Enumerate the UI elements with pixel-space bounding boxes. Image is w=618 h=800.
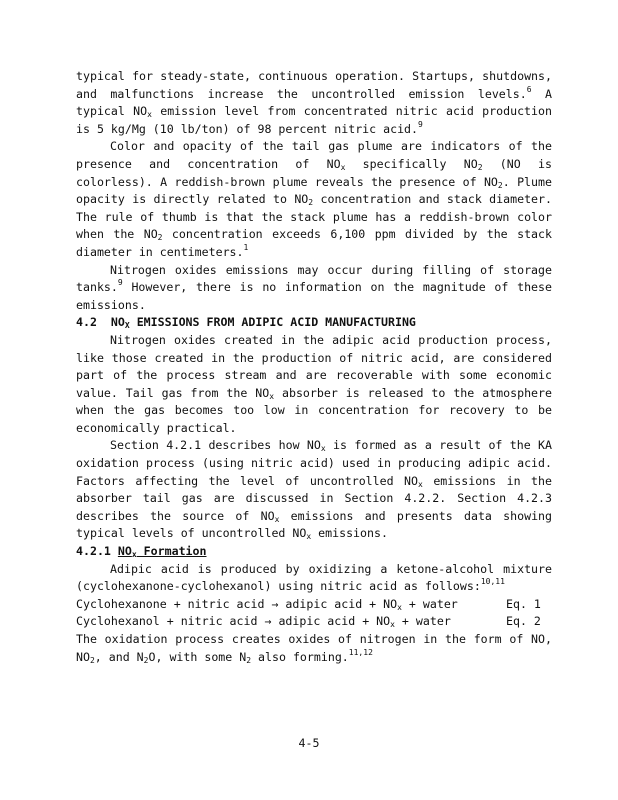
subscript: x	[397, 602, 402, 612]
section-heading-4-2	[76, 314, 552, 332]
paragraph-adipic-process	[76, 332, 552, 438]
section-heading-4-2-1	[76, 543, 552, 561]
subscript: x	[418, 479, 423, 489]
equation-products: adipic acid + NO	[278, 614, 391, 629]
equation-1	[76, 596, 552, 614]
document-body	[76, 68, 552, 666]
subscript: 2	[89, 655, 95, 665]
subscript: 2	[497, 180, 503, 190]
text: . Plume opacity is directly related to NO	[76, 174, 552, 207]
text: typical for steady-state, continuous operation. Startups, shutdowns, and malfunctions increase the uncontrolled emission levels.	[76, 69, 552, 101]
equation-reactants: Cyclohexanol + nitric acid	[76, 614, 258, 629]
text: Color and opacity of the tail gas plume are indicators of the presence and concentration of NO	[76, 139, 552, 171]
equation-products: adipic acid + NO	[285, 596, 398, 611]
reaction-arrow: →	[257, 614, 279, 629]
subscript: x	[320, 444, 326, 454]
text: emission level from concentrated nitric acid production is 5 kg/Mg (10 lb/ton) of 98 percent nitric acid.	[76, 104, 552, 136]
subscript: X	[124, 321, 130, 331]
reference-superscript: 11,12	[348, 647, 373, 657]
text: Adipic acid is produced by oxidizing a ketone-alcohol mixture (cyclohexanone-cyclohexanol) using nitric acid as follows:	[76, 561, 552, 594]
equation-expression	[76, 596, 458, 614]
reference-superscript: 6	[526, 84, 532, 94]
page-number: 4-5	[298, 736, 320, 750]
subscript: x	[147, 110, 152, 120]
reference-superscript: 9	[117, 278, 123, 288]
paragraph-storage-tanks	[76, 262, 552, 315]
text: A typical NO	[76, 86, 552, 119]
text: emissions and presents data showing typical levels of uncontrolled NO	[76, 508, 553, 541]
section-number: 4.2.1	[76, 544, 111, 559]
paragraph-emission-levels	[76, 68, 552, 138]
heading-text: EMISSIONS FROM ADIPIC ACID MANUFACTURING	[129, 315, 416, 330]
equation-products: + water	[394, 614, 451, 629]
text: is formed as a result of the KA oxidation process (using nitric acid) used in producing adipic acid. Factors affecting the level of uncontrolled NO	[76, 438, 552, 488]
reference-superscript: 1	[243, 242, 249, 252]
section-number: 4.2	[76, 315, 97, 330]
equation-reactants: Cyclohexanone + nitric acid	[76, 596, 265, 611]
text: The oxidation process creates oxides of nitrogen in the form of NO, NO	[76, 632, 552, 664]
text: emissions in the absorber tail gas are discussed in Section 4.2.2. Section 4.2.3 describes the source of NO	[76, 473, 552, 523]
subscript: x	[306, 532, 312, 542]
text: specifically NO	[345, 156, 478, 171]
subscript: x	[340, 162, 346, 172]
equation-expression	[76, 613, 451, 631]
equation-number: Eq. 1	[506, 596, 541, 611]
subscript: 2	[157, 233, 163, 243]
reference-superscript: 10,11	[480, 577, 505, 587]
subscript: 2	[143, 655, 149, 665]
text: Nitrogen oxides created in the adipic acid production process, like those created in the production of nitric acid, are considered part of the process stream and are recoverable with some economic value. Tail gas from the NO	[76, 332, 552, 400]
subscript: 2	[477, 162, 483, 172]
text: concentration exceeds 6,100 ppm divided by the stack diameter in centimeters.	[76, 227, 552, 259]
text: emissions.	[311, 526, 388, 541]
heading-text: NO	[110, 315, 125, 330]
reaction-arrow: →	[264, 596, 286, 611]
paragraph-oxidation-products	[76, 631, 552, 666]
subscript: 2	[246, 655, 252, 665]
equation-number: Eq. 2	[506, 614, 541, 629]
text: However, there is no information on the magnitude of these emissions.	[76, 280, 552, 312]
text: Nitrogen oxides emissions may occur during filling of storage tanks.	[76, 262, 552, 295]
subscript: x	[390, 620, 395, 630]
heading-text: NO	[117, 544, 132, 559]
text: Section 4.2.1 describes how NO	[110, 438, 321, 453]
heading-text-underlined	[118, 544, 207, 558]
text: , and N	[94, 649, 144, 664]
text: (NO is colorless). A reddish-brown plume reveals the presence of NO	[76, 156, 552, 189]
text: also forming.	[251, 649, 349, 664]
subscript: x	[269, 391, 275, 401]
equation-products: + water	[401, 596, 458, 611]
paragraph-adipic-production	[76, 561, 552, 596]
text: concentration and stack diameter. The rule of thumb is that the stack plume has a reddish-brown color when the NO	[76, 192, 553, 242]
subscript: 2	[308, 198, 314, 208]
text: O, with some N	[148, 649, 247, 664]
equation-2	[76, 613, 552, 631]
subscript: x	[131, 550, 137, 560]
subscript: x	[274, 514, 280, 524]
heading-text: Formation	[136, 544, 207, 559]
reference-superscript: 9	[418, 119, 423, 129]
text: absorber is released to the atmosphere when the gas becomes too low in concentration for recovery to be economically practical.	[76, 385, 552, 435]
paragraph-plume-color	[76, 138, 552, 261]
paragraph-section-overview	[76, 437, 552, 543]
